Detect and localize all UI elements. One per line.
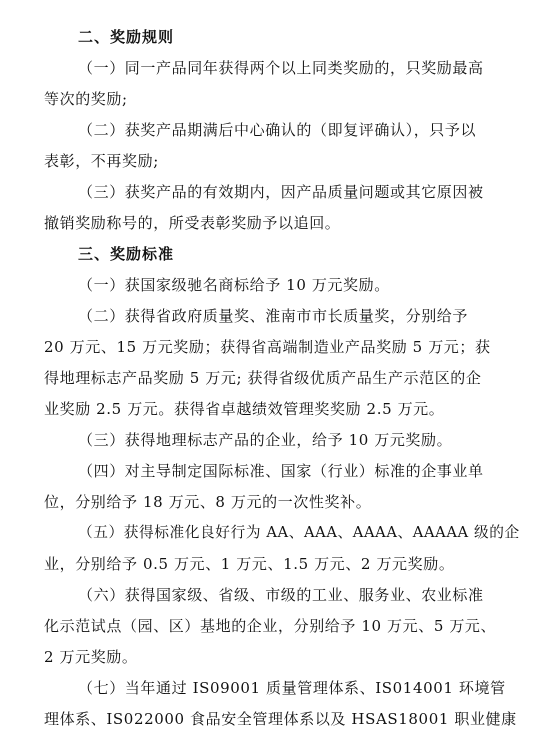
rules-item-1-line-2: 等次的奖励; (44, 90, 128, 108)
standards-item-7-line-2: 理体系、IS022000 食品安全管理体系以及 HSAS18001 职业健康 (44, 710, 517, 728)
standards-item-4-line-2: 位，分别给予 18 万元、8 万元的一次性奖补。 (44, 493, 372, 511)
rules-item-1-line-1: （一）同一产品同年获得两个以上同类奖励的，只奖励最高 (78, 59, 484, 77)
standards-item-2-line-3: 得地理标志产品奖励 5 万元; 获得省级优质产品生产示范区的企 (44, 369, 482, 387)
standards-item-6-line-1: （六）获得国家级、省级、市级的工业、服务业、农业标准 (78, 586, 484, 604)
standards-item-1-line-1: （一）获国家级驰名商标给予 10 万元奖励。 (78, 276, 390, 294)
standards-item-4-line-1: （四）对主导制定国际标准、国家（行业）标准的企事业单 (78, 462, 484, 480)
standards-item-5-line-1: （五）获得标准化良好行为 AA、AAA、AAAA、AAAAA 级的企 (78, 524, 520, 541)
standards-item-2-line-4: 业奖励 2.5 万元。获得省卓越绩效管理奖奖励 2.5 万元。 (44, 400, 445, 418)
standards-item-2-line-1: （二）获得省政府质量奖、淮南市市长质量奖，分别给予 (78, 307, 469, 325)
standards-item-3-line-1: （三）获得地理标志产品的企业，给予 10 万元奖励。 (78, 431, 453, 449)
rules-item-2-line-1: （二）获奖产品期满后中心确认的（即复评确认），只予以 (78, 121, 477, 139)
rules-item-3-line-2: 撤销奖励称号的，所受表彰奖励予以追回。 (44, 214, 341, 232)
section-heading-standards: 三、奖励标准 (78, 245, 175, 263)
standards-item-2-line-2: 20 万元、15 万元奖励；获得省高端制造业产品奖励 5 万元；获 (44, 338, 491, 356)
standards-item-6-line-2: 化示范试点（园、区）基地的企业，分别给予 10 万元、5 万元、 (44, 617, 497, 635)
rules-item-2-line-2: 表彰，不再奖励; (44, 152, 159, 170)
standards-item-7-line-1: （七）当年通过 IS09001 质量管理体系、IS014001 环境管 (78, 679, 506, 697)
rules-item-3-line-1: （三）获奖产品的有效期内，因产品质量问题或其它原因被 (78, 183, 484, 201)
standards-item-6-line-3: 2 万元奖励。 (44, 648, 138, 666)
standards-item-5-line-2: 业，分别给予 0.5 万元、1 万元、1.5 万元、2 万元奖励。 (44, 555, 455, 573)
section-heading-rules: 二、奖励规则 (78, 28, 175, 46)
